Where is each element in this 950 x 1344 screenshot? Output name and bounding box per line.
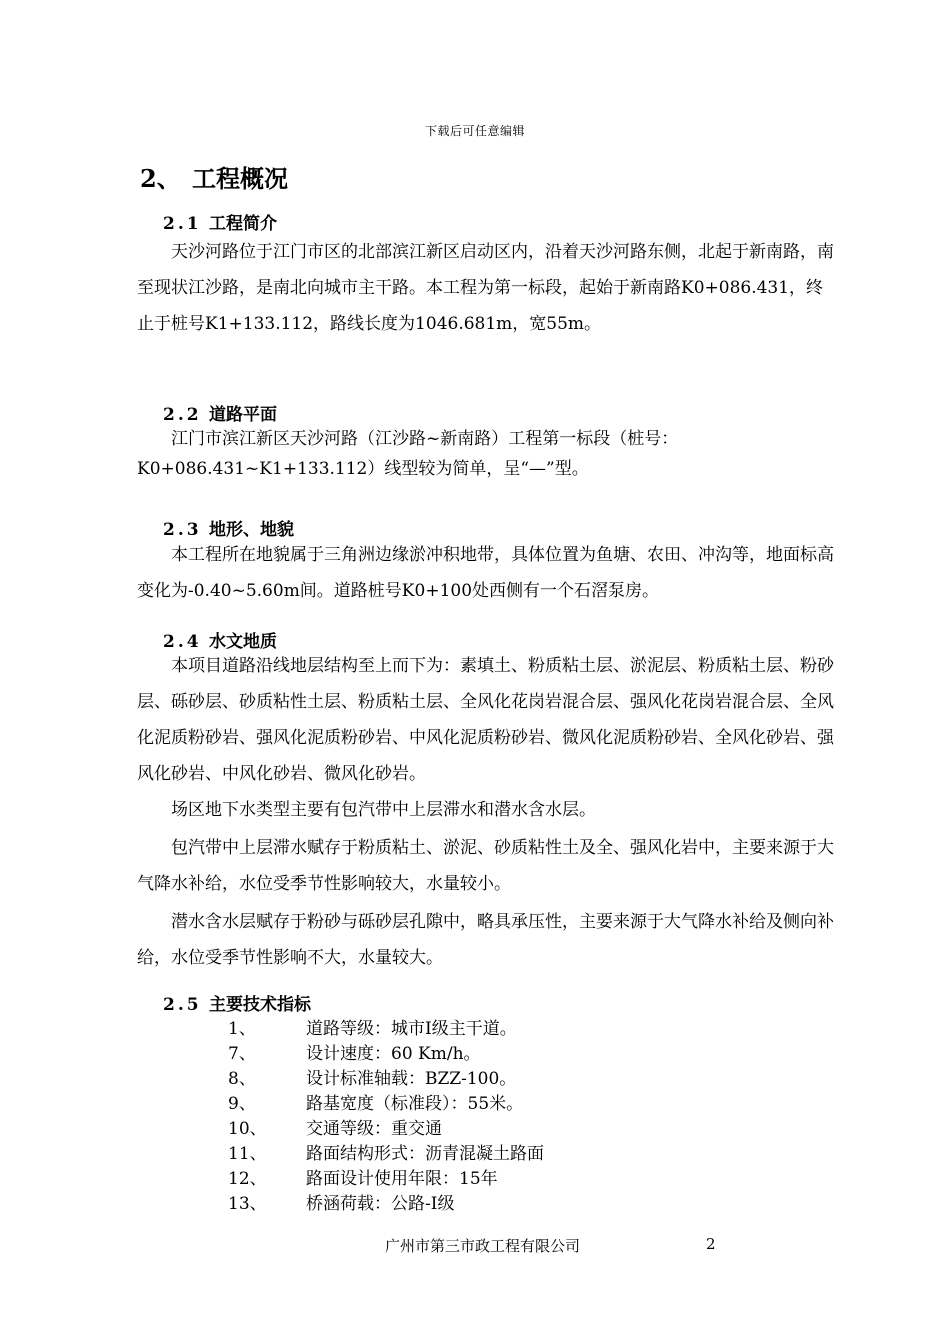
list-item-number: 12、 xyxy=(228,1169,267,1189)
spec-list xyxy=(228,1017,544,1217)
list-item-text: 道路等级：城市Ⅰ级主干道。 xyxy=(306,1019,517,1039)
footer-company: 广州市第三市政工程有限公司 xyxy=(385,1237,581,1255)
list-item xyxy=(228,1167,544,1192)
list-item-text: 设计速度：60 Km/h。 xyxy=(306,1044,481,1064)
section-title: 地形、地貌 xyxy=(209,520,294,540)
page-number: 2 xyxy=(706,1235,716,1253)
section-title: 工程简介 xyxy=(209,214,277,234)
section-heading-2-5 xyxy=(163,990,311,1015)
list-item xyxy=(228,1142,544,1167)
list-item-number: 8、 xyxy=(228,1069,256,1089)
section-title: 水文地质 xyxy=(209,632,277,652)
chapter-title: 工程概况 xyxy=(192,164,288,193)
list-item xyxy=(228,1067,544,1092)
paragraph: 本工程所在地貌属于三角洲边缘淤冲积地带，具体位置为鱼塘、农田、冲沟等，地面标高变化为-0.40~5.60m间。道路桩号K0+100处西侧有一个石滘泵房。 xyxy=(137,545,834,601)
section-number: 2.4 xyxy=(163,632,202,652)
section-number: 2.5 xyxy=(163,995,202,1015)
header-note: 下载后可任意编辑 xyxy=(424,124,525,138)
paragraph: 天沙河路位于江门市区的北部滨江新区启动区内，沿着天沙河路东侧，北起于新南路，南至现状江沙路，是南北向城市主干路。本工程为第一标段，起始于新南路K0+086.431，终止于桩号K1+133.112，路线长度为1046.681m，宽55m。 xyxy=(137,242,834,334)
list-item-text: 路面设计使用年限：15年 xyxy=(306,1169,498,1189)
section-number: 2.3 xyxy=(163,520,202,540)
chapter-heading xyxy=(140,159,288,194)
list-item-number: 13、 xyxy=(228,1194,267,1214)
list-item-number: 7、 xyxy=(228,1044,256,1064)
paragraph: 场区地下水类型主要有包汽带中上层滞水和潜水含水层。 xyxy=(171,800,596,820)
list-item xyxy=(228,1192,544,1217)
section-number: 2.2 xyxy=(163,405,202,425)
list-item-text: 交通等级：重交通 xyxy=(306,1119,442,1139)
list-item-number: 11、 xyxy=(228,1144,267,1164)
chapter-number: 2、 xyxy=(140,164,181,193)
section-title: 主要技术指标 xyxy=(209,995,311,1015)
paragraph: 江门市滨江新区天沙河路（江沙路~新南路）工程第一标段（桩号：K0+086.431~K1+133.112）线型较为简单，呈“—”型。 xyxy=(137,429,679,479)
list-item-number: 1、 xyxy=(228,1019,256,1039)
list-item xyxy=(228,1017,544,1042)
list-item-text: 设计标准轴载：BZZ-100。 xyxy=(306,1069,517,1089)
section-number: 2.1 xyxy=(163,214,202,234)
paragraph: 包汽带中上层滞水赋存于粉质粘土、淤泥、砂质粘性土及全、强风化岩中，主要来源于大气降水补给，水位受季节性影响较大，水量较小。 xyxy=(137,838,834,894)
paragraph: 本项目道路沿线地层结构至上而下为：素填土、粉质粘土层、淤泥层、粉质粘土层、粉砂层、砾砂层、砂质粘性土层、粉质粘土层、全风化花岗岩混合层、强风化花岗岩混合层、全风化泥质粉砂岩、强风化泥质粉砂岩、中风化泥质粉砂岩、微风化泥质粉砂岩、全风化砂岩、强风化砂岩、中风化砂岩、微风化砂岩。 xyxy=(137,656,834,784)
section-title: 道路平面 xyxy=(209,405,277,425)
list-item-number: 10、 xyxy=(228,1119,267,1139)
list-item-number: 9、 xyxy=(228,1094,256,1114)
section-heading-2-2 xyxy=(163,400,277,425)
list-item-text: 路面结构形式：沥青混凝土路面 xyxy=(306,1144,544,1164)
paragraph: 潜水含水层赋存于粉砂与砾砂层孔隙中，略具承压性，主要来源于大气降水补给及侧向补给，水位受季节性影响不大，水量较大。 xyxy=(137,912,834,968)
list-item xyxy=(228,1117,544,1142)
section-heading-2-1 xyxy=(163,209,277,234)
list-item-text: 路基宽度（标准段）：55米。 xyxy=(306,1094,524,1114)
list-item-text: 桥涵荷载：公路-Ⅰ级 xyxy=(306,1194,455,1214)
list-item xyxy=(228,1092,544,1117)
list-item xyxy=(228,1042,544,1067)
